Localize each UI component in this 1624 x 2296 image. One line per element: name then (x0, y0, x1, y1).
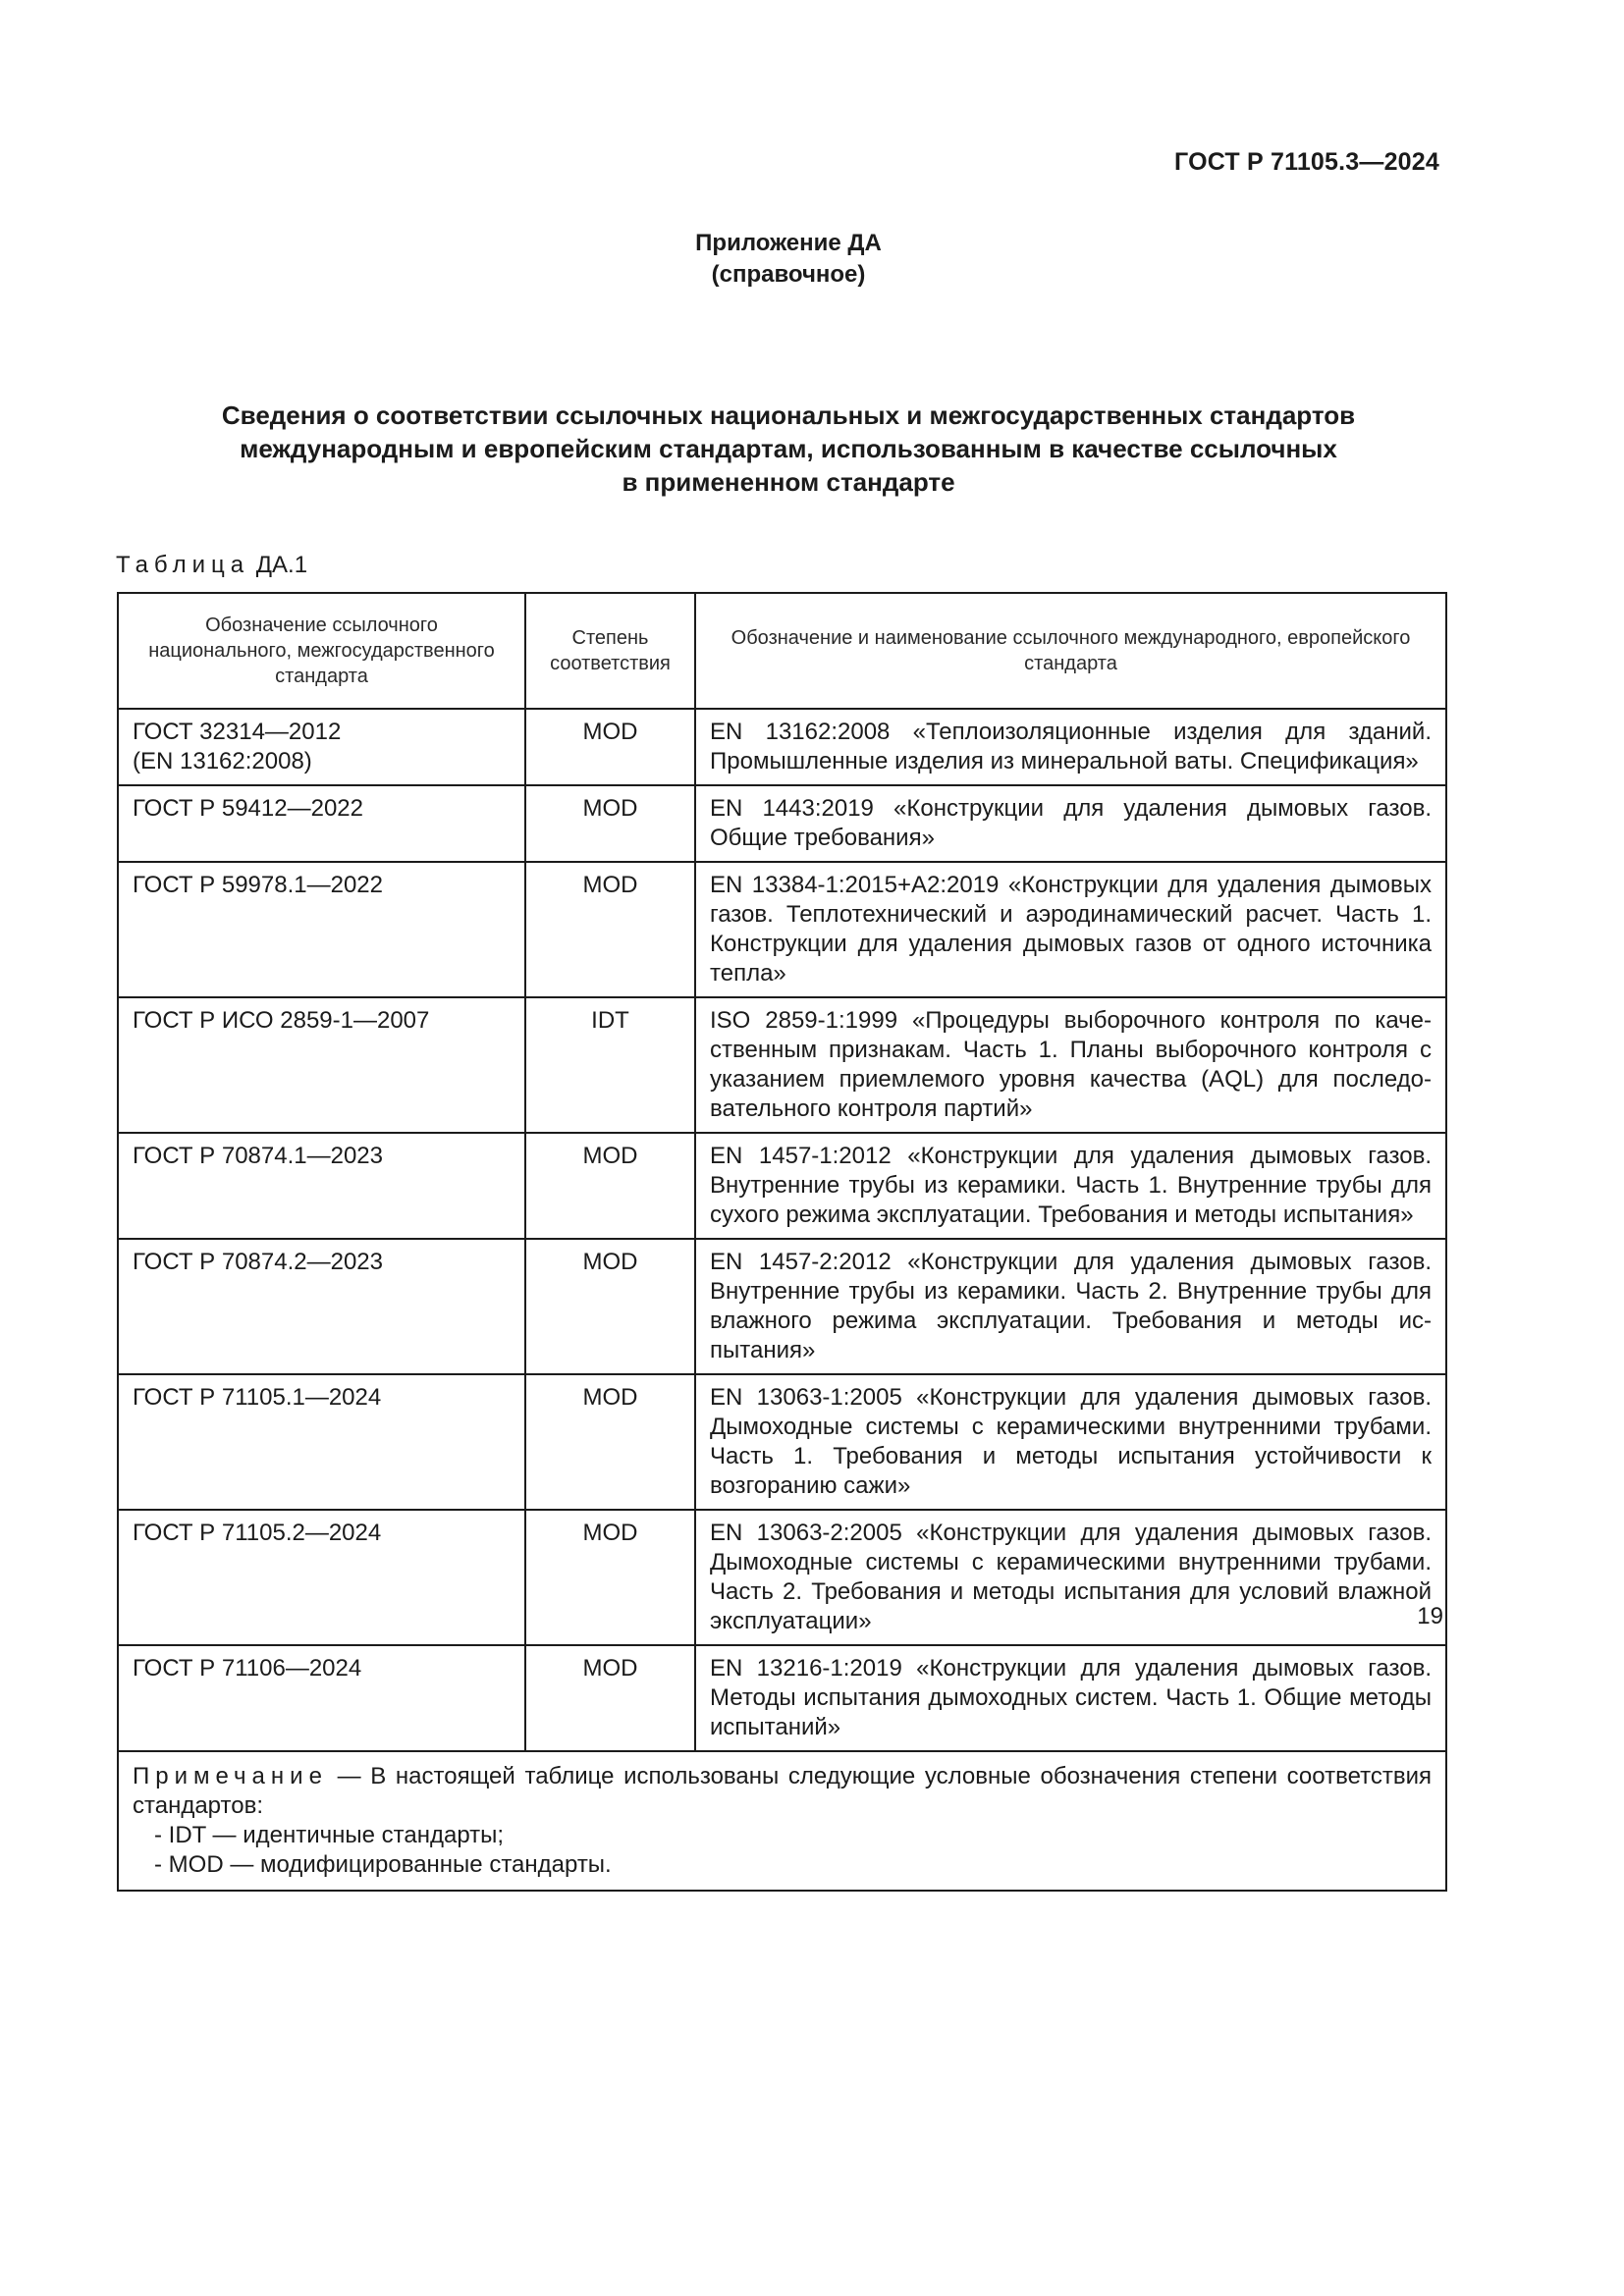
cell-international-standard: EN 1443:2019 «Конструкции для удаления дымовых газов. Общие требования» (695, 785, 1446, 862)
cell-national-standard (118, 1239, 525, 1374)
cell-national-standard (118, 1133, 525, 1239)
national-standard-code: ГОСТ Р 71106—2024 (133, 1655, 362, 1682)
section-title (0, 399, 1577, 499)
cell-international-standard: EN 13162:2008 «Теплоизоляционные изделия для зданий. Промышленные изделия из минеральной ваты. Спецификация» (695, 709, 1446, 785)
table-row (118, 1374, 1446, 1510)
cell-national-standard (118, 862, 525, 997)
cell-national-standard (118, 1374, 525, 1510)
national-standard-equivalent: (EN 13162:2008) (133, 748, 312, 774)
table-row (118, 862, 1446, 997)
cell-international-standard: EN 1457-2:2012 «Конструкции для удаления дымовых газов. Внутренние трубы из керамики. Часть 2. Внутренние трубы для влажного режима эксплуатации. Требования и методы испытания» (695, 1239, 1446, 1374)
correspondence-table (117, 592, 1447, 1892)
note-label: Примечание (133, 1763, 328, 1789)
cell-degree: MOD (525, 785, 695, 862)
table-row (118, 709, 1446, 785)
table-row (118, 997, 1446, 1133)
cell-degree: MOD (525, 709, 695, 785)
cell-degree: IDT (525, 997, 695, 1133)
note-text (133, 1762, 1432, 1821)
table-row (118, 1133, 1446, 1239)
note-body: — В настоящей таблице использованы следующие условные обозначения степени соответствия стандартов: (133, 1763, 1432, 1819)
national-standard-code: ГОСТ Р 70874.1—2023 (133, 1143, 383, 1169)
section-title-line: Сведения о соответствии ссылочных национальных и межгосударственных стандартов (221, 400, 1356, 430)
cell-international-standard: EN 13216-1:2019 «Конструкции для удаления дымовых газов. Методы испытания дымоходных систем. Часть 1. Общие методы испытаний» (695, 1645, 1446, 1751)
annex-subtitle: (справочное) (711, 261, 866, 288)
cell-degree: MOD (525, 862, 695, 997)
header-international-standard: Обозначение и наименование ссылочного международного, европейского стандарта (695, 593, 1446, 709)
table-row (118, 785, 1446, 862)
table-header-row (118, 593, 1446, 709)
annex-heading (0, 228, 1577, 291)
table-caption-number: ДА.1 (255, 552, 308, 578)
table-note-row (118, 1751, 1446, 1891)
cell-international-standard: EN 13063-1:2005 «Конструкции для удаления дымовых газов. Дымоходные системы с керамическими внутренними трубами. Часть 1. Требования и методы испытания устойчивости к возгоранию сажи» (695, 1374, 1446, 1510)
national-standard-code: ГОСТ Р 71105.2—2024 (133, 1520, 382, 1546)
cell-national-standard (118, 1510, 525, 1645)
cell-degree: MOD (525, 1645, 695, 1751)
cell-degree: MOD (525, 1133, 695, 1239)
national-standard-code: ГОСТ 32314—2012 (133, 719, 342, 745)
page-number: 19 (1417, 1603, 1443, 1629)
table-row (118, 1239, 1446, 1374)
cell-international-standard: EN 13384-1:2015+A2:2019 «Конструкции для удаления дымовых газов. Теплотехнический и аэродинамический расчет. Часть 1. Конструкции для удаления дымовых газов от одного источника тепла» (695, 862, 1446, 997)
table-body (118, 709, 1446, 1751)
cell-international-standard: EN 1457-1:2012 «Конструкции для удаления дымовых газов. Внутренние трубы из керамики. Часть 1. Внутренние трубы для сухого режима эксплуатации. Требования и методы испытания» (695, 1133, 1446, 1239)
table-row (118, 1510, 1446, 1645)
section-title-line: в примененном стандарте (622, 467, 955, 497)
national-standard-code: ГОСТ Р 59978.1—2022 (133, 872, 383, 898)
cell-international-standard: ISO 2859-1:1999 «Процедуры выборочного контроля по качественным признакам. Часть 1. Планы выборочного контроля с указанием приемлемого уровня качества (AQL) для последовательного контроля партий» (695, 997, 1446, 1133)
cell-national-standard (118, 785, 525, 862)
cell-degree: MOD (525, 1510, 695, 1645)
cell-national-standard (118, 997, 525, 1133)
table-row (118, 1645, 1446, 1751)
annex-title: Приложение ДА (695, 230, 882, 256)
cell-national-standard (118, 709, 525, 785)
national-standard-code: ГОСТ Р 71105.1—2024 (133, 1384, 382, 1411)
note-item-idt: - IDT — идентичные стандарты; (154, 1822, 505, 1848)
cell-international-standard: EN 13063-2:2005 «Конструкции для удаления дымовых газов. Дымоходные системы с керамическими внутренними трубами. Часть 2. Требования и методы испытания для условий влажной эксплуатации» (695, 1510, 1446, 1645)
national-standard-code: ГОСТ Р 70874.2—2023 (133, 1249, 383, 1275)
national-standard-code: ГОСТ Р 59412—2022 (133, 795, 363, 822)
table-caption-label: Таблица (116, 552, 250, 578)
table-note (118, 1751, 1446, 1891)
table-caption (116, 552, 307, 579)
cell-degree: MOD (525, 1239, 695, 1374)
cell-national-standard (118, 1645, 525, 1751)
header-degree: Степень соответствия (525, 593, 695, 709)
section-title-line: международным и европейским стандартам, использованным в качестве ссылочных (240, 434, 1337, 463)
cell-degree: MOD (525, 1374, 695, 1510)
document-code: ГОСТ Р 71105.3—2024 (1174, 148, 1439, 176)
header-national-standard: Обозначение ссылочного национального, межгосударственного стандарта (118, 593, 525, 709)
note-item-mod: - MOD — модифицированные стандарты. (154, 1851, 612, 1878)
national-standard-code: ГОСТ Р ИСО 2859-1—2007 (133, 1007, 430, 1034)
